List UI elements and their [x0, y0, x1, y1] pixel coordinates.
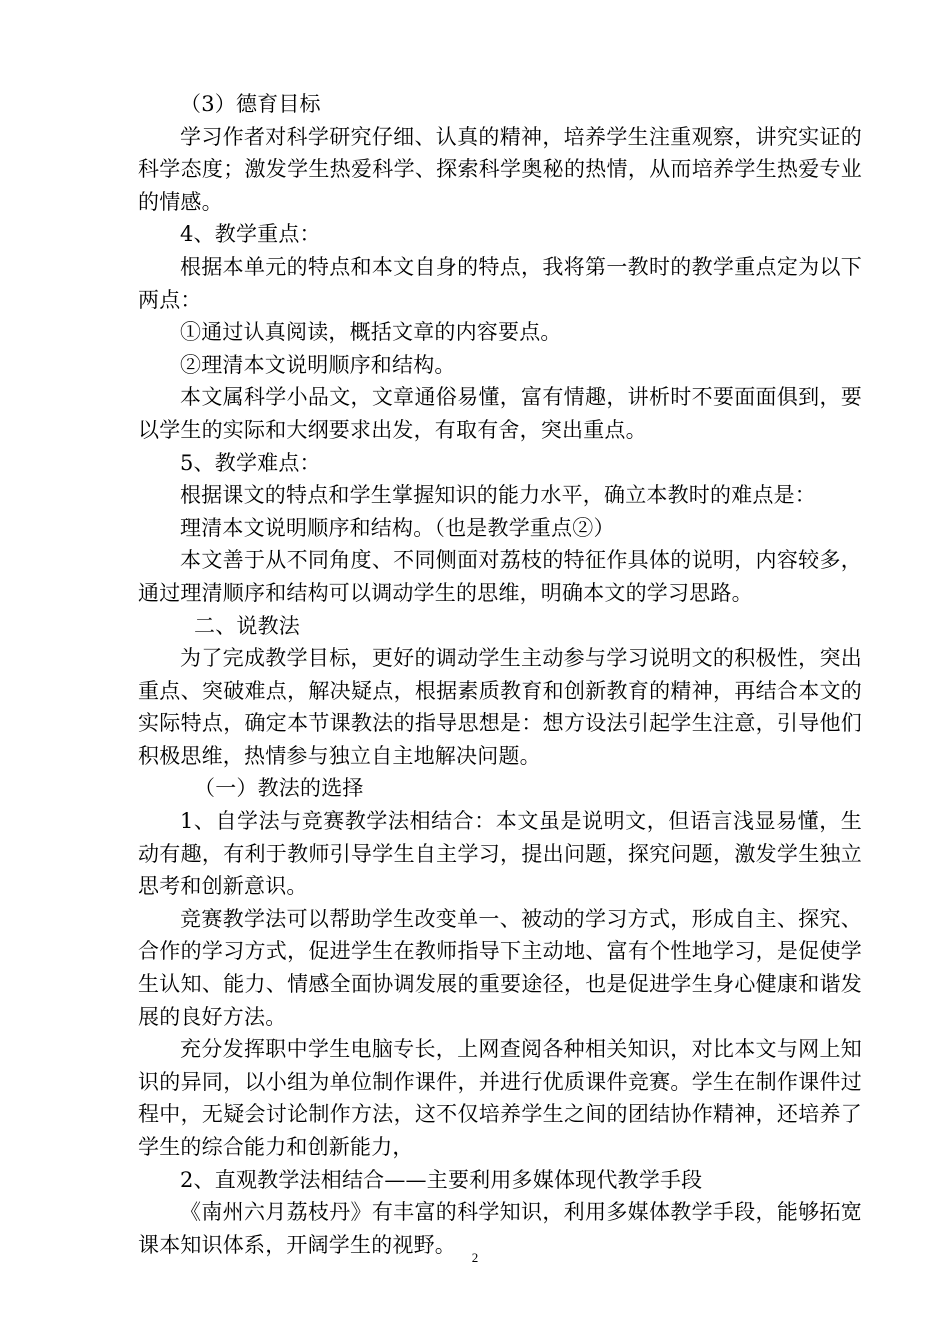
paragraph-difficulty-note: 本文善于从不同角度、不同侧面对荔枝的特征作具体的说明，内容较多，通过理清顺序和结构可以调动学生的思维，明确本文的学习思路。: [138, 548, 862, 605]
heading-moral-goal: （3）德育目标: [180, 92, 321, 116]
paragraph-method-intro: 为了完成教学目标，更好的调动学生主动参与学习说明文的积极性，突出重点、突破难点，解决疑点，根据素质教育和创新教育的精神，再结合本文的实际特点，确定本节课教法的指导思想是：想方设法引起学生注意，引导他们积极思维，热情参与独立自主地解决问题。: [138, 646, 862, 768]
paragraph-moral-goal: 学习作者对科学研究仔细、认真的精神，培养学生注重观察，讲究实证的科学态度；激发学生热爱科学、探索科学奥秘的热情，从而培养学生热爱专业的情感。: [138, 124, 862, 214]
paragraph-multimedia: 《南州六月荔枝丹》有丰富的科学知识，利用多媒体教学手段，能够拓宽课本知识体系，开阔学生的视野。: [138, 1200, 862, 1257]
document-body: [138, 88, 862, 1261]
paragraph-competition-method: 竞赛教学法可以帮助学生改变单一、被动的学习方式，形成自主、探究、合作的学习方式，促进学生在教师指导下主动地、富有个性地学习，是促使学生认知、能力、情感全面协调发展的重要途径，也是促进学生身心健康和谐发展的良好方法。: [138, 906, 862, 1029]
heading-teaching-method: 二、说教法: [194, 613, 300, 638]
paragraph-method-2: 2、直观教学法相结合——主要利用多媒体现代教学手段: [180, 1167, 703, 1192]
heading-teaching-focus: 4、教学重点：: [180, 222, 321, 247]
paragraph-difficulty-intro: 根据课文的特点和学生掌握知识的能力水平，确立本教时的难点是：: [180, 483, 816, 508]
focus-point-2: ②理清本文说明顺序和结构。: [180, 352, 456, 377]
paragraph-method-1: 1、自学法与竞赛教学法相结合：本文虽是说明文，但语言浅显易懂，生动有趣，有利于教师引导学生自主学习，提出问题，探究问题，激发学生独立思考和创新意识。: [138, 809, 862, 899]
focus-point-1: ①通过认真阅读，概括文章的内容要点。: [180, 320, 562, 345]
paragraph-focus-intro: 根据本单元的特点和本文自身的特点，我将第一教时的教学重点定为以下两点：: [138, 254, 862, 312]
paragraph-computer-skills: 充分发挥职中学生电脑专长，上网查阅各种相关知识，对比本文与网上知识的异同，以小组为单位制作课件，并进行优质课件竞赛。学生在制作课件过程中，无疑会讨论制作方法，这不仅培养学生之间的团结协作精神，还培养了学生的综合能力和创新能力，: [138, 1037, 862, 1159]
page-number: 2: [471, 1250, 479, 1265]
paragraph-focus-note: 本文属科学小品文，文章通俗易懂，富有情趣，讲析时不要面面俱到，要以学生的实际和大纲要求出发，有取有舍，突出重点。: [138, 385, 862, 442]
difficulty-point: 理清本文说明顺序和结构。（也是教学重点②）: [180, 515, 615, 540]
heading-teaching-difficulty: 5、教学难点：: [180, 450, 321, 475]
heading-method-selection: （一）教法的选择: [194, 776, 364, 801]
